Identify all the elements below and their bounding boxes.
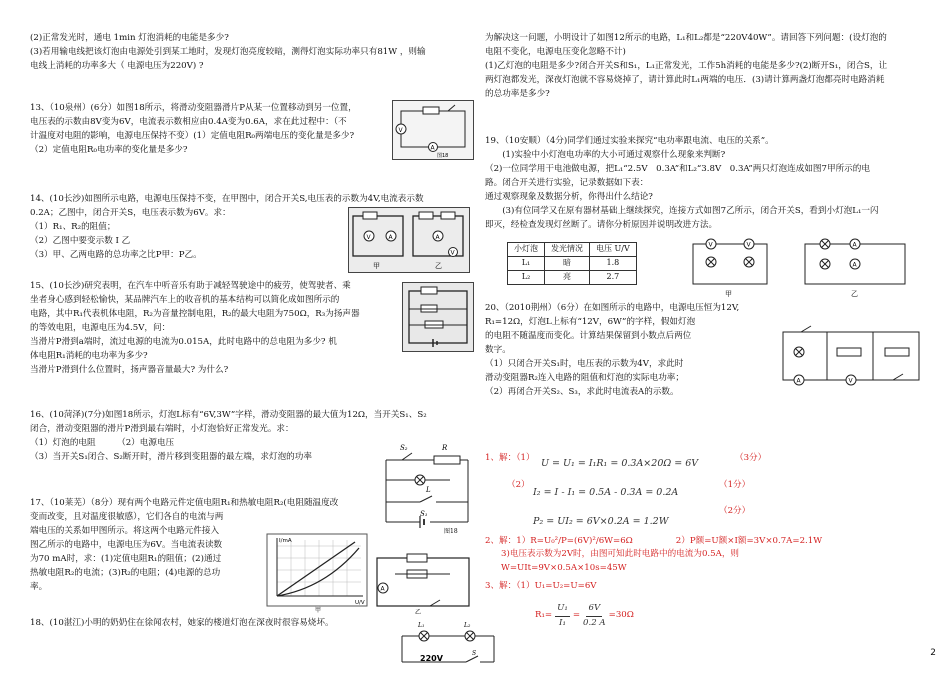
text-line: （2）乙图中要变示数 I 乙	[30, 235, 131, 246]
svg-text:A: A	[388, 234, 393, 241]
text-line: 17、（10莱芜）（8分）现有两个电路元件定值电阻R₁和热敏电阻R₂(电阻随温度改	[30, 498, 339, 508]
text-line: 图乙所示的电路中，电源电压为6V。当电流表读数	[30, 539, 223, 550]
svg-text:图18: 图18	[444, 528, 458, 535]
circuit-figure-q13	[392, 100, 474, 160]
question-18-continued	[485, 32, 935, 102]
svg-text:A: A	[435, 234, 440, 241]
solution-3-fraction-equation	[535, 602, 634, 631]
solution-1-score: （3分）	[735, 453, 767, 463]
table-header: 小灯泡	[508, 243, 545, 257]
table-cell: L₁	[508, 257, 545, 271]
text-line: 坐者身心感到轻松愉快，某品牌汽车上的收音机的基本结构可以简化成如图所示的	[30, 294, 340, 305]
solution-2-label: （2）	[507, 480, 530, 490]
svg-text:U/V: U/V	[355, 600, 365, 606]
table-header-row	[508, 243, 637, 257]
q19-data-table	[507, 242, 637, 285]
text-line: 路。闭合开关进行实验，记录数据如下表：	[485, 177, 649, 188]
text-line: 的电阻不随温度而变化。计算结果保留到小数点后两位	[485, 330, 692, 341]
text-line: (1)乙灯泡的电阻是多少?闭合开关S和S₁，L₁正常发光，工作5h消耗的电能是多少?(2)断开S₁，闭合S，让	[485, 60, 888, 71]
text-line: 13、（10泉州）(6分）如图18所示，将滑动变阻器滑片P从某一位置移动到另一位置，	[30, 103, 357, 113]
svg-text:乙: 乙	[435, 262, 442, 270]
svg-text:S₁: S₁	[420, 510, 428, 518]
text-line: R₁=12Ω，灯泡L上标有“12V，6W”的字样，假如灯泡	[485, 316, 696, 327]
svg-text:V: V	[366, 234, 371, 241]
svg-text:甲: 甲	[725, 290, 732, 298]
svg-text:甲: 甲	[373, 262, 380, 270]
solution-1-equation: U = U₁ = I₁R₁ = 0.3A×20Ω = 6V	[541, 458, 699, 469]
svg-text:V: V	[398, 127, 403, 134]
text-line: 体电阻R₁消耗的电功率为多少?	[30, 350, 148, 361]
text-line: 变而改变，且对温度很敏感），它们各自的电流与两	[30, 511, 224, 522]
fraction	[555, 602, 570, 631]
svg-text:L₁: L₁	[418, 622, 425, 629]
text-line: 的总功率是多少?	[485, 88, 550, 99]
text-line: 数字。	[485, 344, 511, 355]
solution-2-equation: I₂ = I - I₁ = 0.5A - 0.3A = 0.2A	[533, 487, 679, 498]
solution-2-score: （1分）	[719, 480, 751, 490]
circuit-figure-q15	[402, 282, 474, 352]
page-number: 2	[930, 648, 936, 659]
text-line: 当滑片P滑到a端时，流过电源的电流为0.015A，此时电路中的总电阻为多少? 机	[30, 336, 337, 347]
table-row	[508, 257, 637, 271]
svg-text:220V: 220V	[420, 654, 443, 663]
solution-3-label: 3、解：（1）U₁=U₂=U=6V	[485, 581, 597, 591]
text-line: 率。	[30, 581, 48, 592]
solutions-section	[485, 452, 935, 672]
table-cell: 亮	[545, 271, 590, 285]
graph-and-circuit-q17	[265, 532, 475, 614]
svg-text:L: L	[426, 486, 431, 494]
text-line: 即灭，经检查发现灯丝断了。请你分析原因并说明改进方法。	[485, 219, 718, 230]
table-header: 发光情况	[545, 243, 590, 257]
equation-part: R₁=	[535, 610, 553, 621]
text-line: 为70 mA时，求：(1)定值电阻R₁的阻值；(2)通过	[30, 553, 222, 564]
svg-text:I/mA: I/mA	[279, 538, 292, 544]
circuit-figure-q19	[685, 236, 925, 298]
circuit-figure-q14	[348, 207, 470, 273]
svg-text:V: V	[450, 249, 455, 257]
svg-text:R: R	[442, 444, 448, 452]
fraction-numerator: 6V	[586, 602, 602, 617]
text-line: 计温度对电阻的影响，电源电压保持不变）(1）定值电阻R₀两端电压的变化量是多少?	[30, 130, 355, 141]
text-line: 当滑片P滑到什么位置时，扬声器音量最大? 为什么?	[30, 364, 229, 375]
svg-text:乙: 乙	[415, 609, 422, 614]
svg-text:S₂: S₂	[400, 444, 408, 452]
text-line: (3)若用输电线把该灯泡由电源处引到某工地时，发现灯泡亮度较暗，测得灯泡实际功率只有81W ，则输	[30, 46, 426, 57]
text-line: 电阻不变化，电源电压变化忽略不计)	[485, 46, 626, 57]
table-header: 电压 U/V	[590, 243, 637, 257]
text-line: （1）灯泡的电阻 （2）电源电压	[30, 437, 175, 448]
fraction-denominator: I₁	[559, 617, 566, 628]
svg-text:V: V	[746, 241, 751, 249]
equation-part: =	[572, 610, 581, 621]
svg-text:A: A	[796, 377, 801, 385]
fraction-denominator: 0.2 A	[583, 617, 606, 628]
svg-text:V: V	[848, 377, 853, 385]
svg-text:A: A	[430, 144, 435, 152]
svg-text:乙: 乙	[851, 290, 858, 298]
text-line: 2、解：1）R=U₀²/P=(6V)²/6W=6Ω 2）P额=U额×I额=3V×0.7A=2.1W	[485, 536, 823, 546]
text-line: 18、(10湛江)小明的奶奶住在徐闻农村，她家的楼道灯泡在深夜时很容易烧坏。	[30, 618, 334, 628]
table-cell: 2.7	[590, 271, 637, 285]
text-line: 热敏电阻R₂的电流；(3)R₂的电阻；(4)电源的总功	[30, 567, 221, 578]
text-line: 电线上消耗的功率多大（ 电源电压为220V) ?	[30, 60, 204, 71]
text-line: (2)正常发光时，通电 1min 灯泡消耗的电能是多少?	[30, 33, 229, 43]
text-line: 滑动变阻器R₂连入电路的阻值和灯泡的实际电功率；	[485, 372, 684, 383]
text-line: 电路，其中R₁代表机体电阻，R₂为音量控制电阻，R₂的最大电阻为750Ω，R₃为扬声器	[30, 308, 360, 319]
svg-text:S: S	[472, 650, 477, 657]
table-cell: 1.8	[590, 257, 637, 271]
text-line: 19、（10安顺）（4分)同学们通过实验来探究“电功率跟电流、电压的关系”。	[485, 136, 774, 146]
svg-text:甲: 甲	[315, 607, 322, 614]
question-top-continuation	[30, 32, 475, 74]
solution-3-equation: P₂ = UI₂ = 6V×0.2A = 1.2W	[533, 516, 669, 527]
text-line: （1）R₁、R₂的阻值；	[30, 221, 116, 232]
text-line: W=UIt=9V×0.5A×10s=45W	[501, 562, 627, 573]
svg-text:L₂: L₂	[464, 622, 471, 629]
text-line: （3）甲、乙两电路的总功率之比P甲：P乙。	[30, 249, 202, 260]
text-line: 两灯泡都发光，深夜灯泡就不容易烧掉了，请计算此时L₁两端的电压．(3)请计算两盏灯泡都亮时电路消耗	[485, 74, 885, 85]
question-19	[485, 135, 935, 232]
text-line: 0.2A；乙图中，闭合开关S，电压表示数为6V。求：	[30, 207, 231, 218]
text-line: 为解决这一问题，小明设计了如图12所示的电路，L₁和L₂都是“220V40W”。请回答下列问题：(设灯泡的	[485, 33, 887, 43]
text-line: 20、（2010荆州）（6分）在如图所示的电路中，电源电压恒为12V,	[485, 303, 740, 313]
equation-part: =30Ω	[608, 610, 634, 621]
text-line: （2）定值电阻R₀电功率的变化量是多少?	[30, 144, 188, 155]
table-cell: 暗	[545, 257, 590, 271]
text-line: 闭合，滑动变阻器的滑片P滑到最右端时，小灯泡恰好正常发光。求：	[30, 423, 294, 434]
text-line: 14、(10长沙)如图所示电路，电源电压保持不变，在甲图中，闭合开关S,电压表的示数为4V,电流表示数	[30, 194, 424, 204]
svg-text:A: A	[380, 585, 385, 593]
text-line: 端电压的关系如甲图所示。将这两个电路元件接入	[30, 525, 220, 536]
table-row	[508, 271, 637, 285]
text-line: 15、(10长沙)研究表明，在汽车中听音乐有助于减轻驾驶途中的疲劳，使驾驶者、乘	[30, 281, 351, 291]
text-line: （1）只闭合开关S₁时，电压表的示数为4V，求此时	[485, 358, 684, 369]
svg-text:V: V	[708, 241, 713, 249]
svg-text:A: A	[852, 261, 857, 269]
svg-text:图18: 图18	[437, 153, 449, 159]
text-line: (3)有位同学又在原有器材基础上继续探究，连接方式如图7乙所示，闭合开关S，看到小灯泡L₁一闪	[485, 205, 879, 216]
circuit-figure-q20	[777, 322, 927, 386]
fraction-numerator: U₁	[555, 602, 570, 617]
svg-text:A: A	[852, 241, 857, 249]
solution-1-label: 1、解：（1）	[485, 453, 535, 463]
solution-3-score: （2分）	[719, 506, 751, 516]
solution-2-block	[485, 535, 935, 575]
text-line: （2）再闭合开关S₂、S₃，求此时电流表A的示数。	[485, 386, 679, 397]
text-line: 的等效电阻，电源电压为4.5V，问：	[30, 322, 171, 333]
text-line: （2)一位同学用干电池做电源，把L₁“2.5V 0.3A”和L₂“3.8V 0.3A”两只灯泡连成如图7甲所示的电	[485, 163, 870, 174]
circuit-figure-q18	[398, 618, 498, 671]
text-line: 3)电压表示数为2V时，由图可知此时电路中的电流为0.5A，则	[501, 549, 740, 560]
text-line: （3）当开关S₁闭合、S₂断开时，滑片移到变阻器的最左端，求灯泡的功率	[30, 451, 312, 462]
text-line: (1)实验中小灯泡电功率的大小可通过观察什么现象来判断?	[485, 149, 726, 160]
text-line: 电压表的示数由8V变为6V，电流表示数相应由0.4A变为0.6A，求在此过程中：（不	[30, 116, 347, 127]
text-line: 通过观察现象及数据分析，你得出什么结论?	[485, 191, 653, 202]
fraction	[583, 602, 606, 631]
table-cell: L₂	[508, 271, 545, 285]
text-line: 16、(10菏泽)(7分)如图18所示，灯泡L标有“6V,3W”字样，滑动变阻器的最大值为12Ω，当开关S₁、S₂	[30, 410, 427, 420]
